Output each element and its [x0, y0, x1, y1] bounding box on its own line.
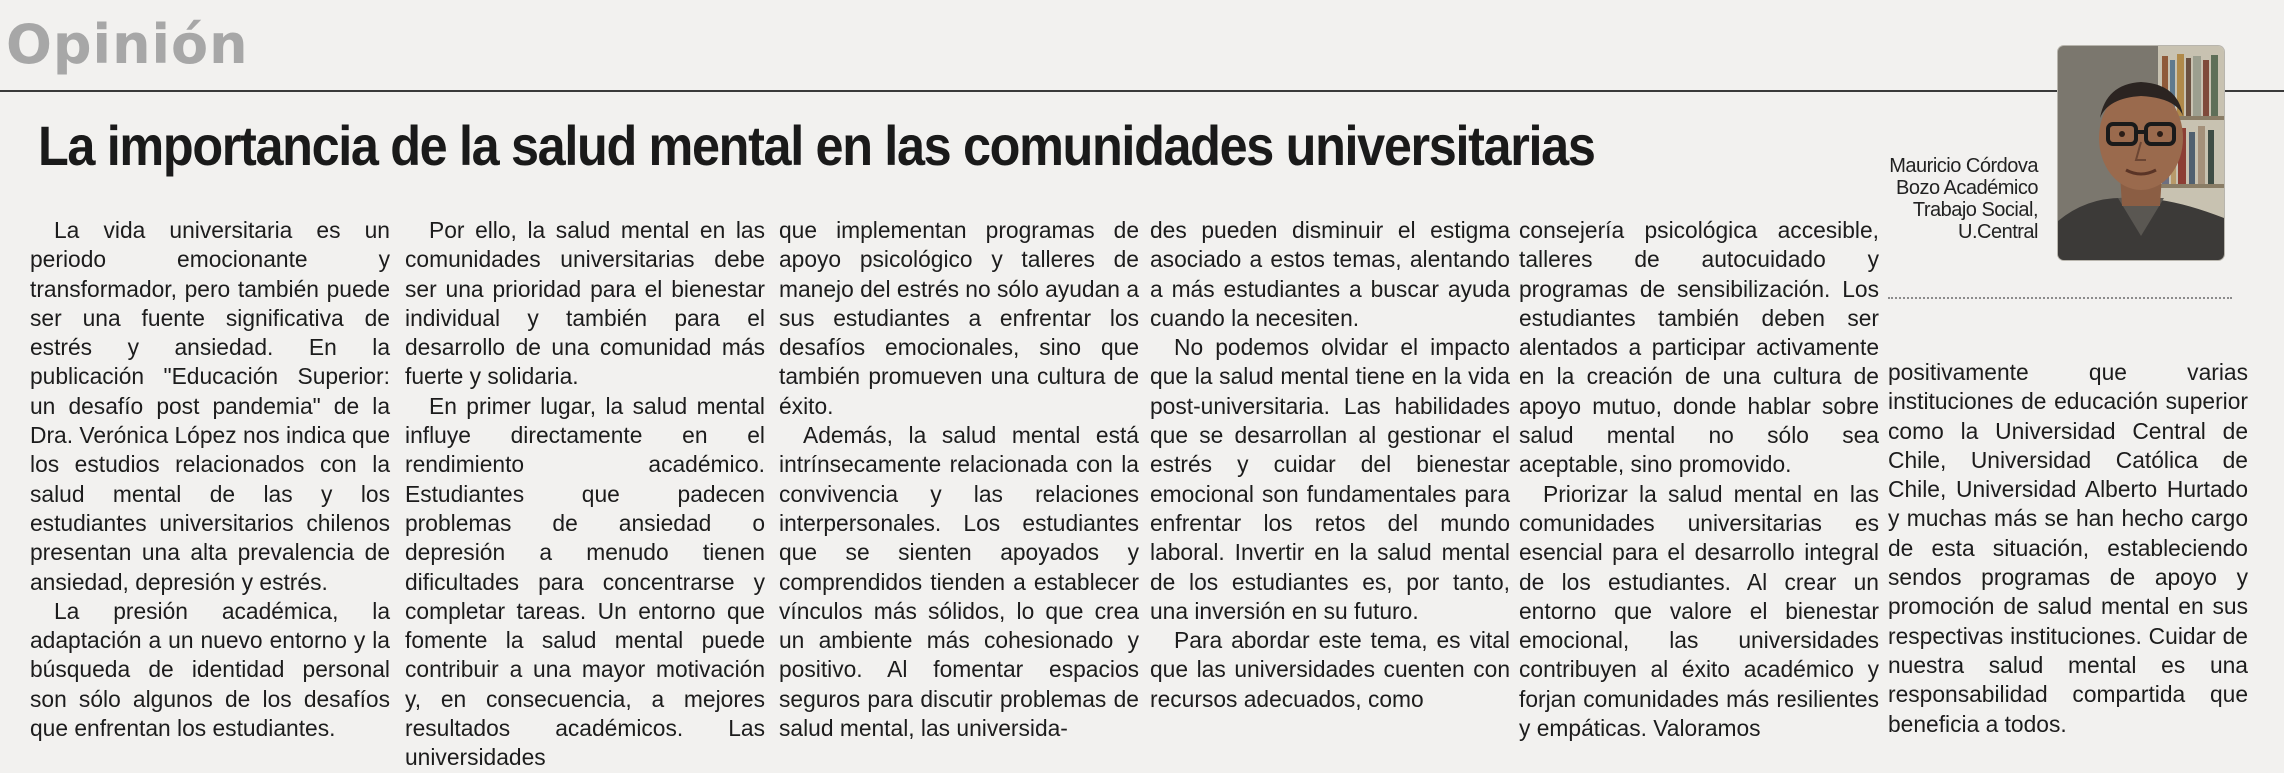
author-name-line: Mauricio Córdova — [1889, 155, 2038, 177]
paragraph: No podemos olvidar el impacto que la salud mental tiene en la vida post-universitaria. Las habilidades que se desarrollan al gestionar el estrés y cuidar del bienestar emocional son fundamentales para enfrentar los retos del mundo laboral. Invertir en la salud mental de los estudiantes es, por tanto, una inversión en su futuro. — [1150, 334, 1510, 624]
article-column-3 — [779, 216, 1139, 743]
paragraph-continued: des pueden disminuir el estigma asociado a estos temas, alentando a más estudiantes a buscar ayuda cuando la necesiten. — [1150, 217, 1510, 331]
paragraph: Además, la salud mental está intrínsecamente relacionada con la convivencia y las relaciones interpersonales. Los estudiantes que se sienten apoyados y comprendidos tienden a establecer vínculos más sólidos, lo que crea un ambiente más cohesionado y positivo. Al fomentar espacios seguros para discutir problemas de salud mental, las universida- — [779, 422, 1139, 742]
section-divider — [0, 90, 2284, 92]
article-column-4 — [1150, 216, 1510, 714]
paragraph-continued: que implementan programas de apoyo psicológico y talleres de manejo del estrés no sólo ayudan a sus estudiantes a enfrentar los desafíos emocionales, sino que también promueven una cultura de éxito. — [779, 217, 1139, 419]
article-column-5 — [1519, 216, 1879, 743]
paragraph: En primer lugar, la salud mental influye directamente en el rendimiento académico. Estudiantes que padecen problemas de ansiedad o depresión a menudo tienen dificultades para concentrarse y completar tareas. Un entorno que fomente la salud mental puede contribuir a una mayor motivación y, en consecuencia, a mejores resultados académicos. Las universidades — [405, 392, 765, 771]
paragraph-continued: positivamente que varias instituciones de educación superior como la Universidad Central de Chile, Universidad Católica de Chile, Universidad Alberto Hurtado y muchas más se han hecho cargo de esta situación, estableciendo sendos programas de apoyo y promoción de salud mental en sus respectivas instituciones. Cuidar de nuestra salud mental es una responsabilidad compartida que beneficia a todos. — [1888, 359, 2248, 737]
author-photo — [2058, 46, 2224, 260]
paragraph-continued: consejería psicológica accesible, talleres de autocuidado y programas de sensibilización. Los estudiantes también deben ser alentados a participar activamente en la creación de una cultura de apoyo mutuo, donde hablar sobre salud mental no sólo sea aceptable, sino promovido. — [1519, 217, 1879, 478]
author-portrait-illustration — [2058, 46, 2224, 260]
paragraph: La vida universitaria es un periodo emocionante y transformador, pero también puede ser una fuente significativa de estrés y ansiedad. En la publicación "Educación Superior: un desafío post pandemia" de la Dra. Verónica López nos indica que los estudios relacionados con la salud mental de las y los estudiantes universitarios chilenos presentan una alta prevalencia de ansiedad, depresión y estrés. — [30, 217, 390, 595]
article-headline: La importancia de la salud mental en las comunidades universitarias — [38, 114, 1595, 177]
article-column-6 — [1888, 358, 2248, 739]
author-byline — [1868, 155, 2038, 243]
paragraph: Para abordar este tema, es vital que las universidades cuenten con recursos adecuados, como — [1150, 627, 1510, 712]
byline-separator — [1888, 297, 2232, 299]
paragraph: Por ello, la salud mental en las comunidades universitarias debe ser una prioridad para el bienestar individual y también para el desarrollo de una comunidad más fuerte y solidaria. — [405, 217, 765, 390]
article-column-2 — [405, 216, 765, 773]
section-title: Opinión — [6, 13, 249, 76]
article-column-1 — [30, 216, 390, 743]
paragraph: Priorizar la salud mental en las comunidades universitarias es esencial para el desarrollo integral de los estudiantes. Al crear un entorno que valore el bienestar emocional, las universidades contribuyen al éxito académico y forjan comunidades más resilientes y empáticas. Valoramos — [1519, 480, 1879, 742]
author-department-line: Trabajo Social, — [1912, 199, 2038, 221]
author-institution-line: U.Central — [1958, 221, 2038, 243]
author-surname-line: Bozo Académico — [1896, 177, 2038, 199]
paragraph: La presión académica, la adaptación a un nuevo entorno y la búsqueda de identidad personal son sólo algunos de los desafíos que enfrentan los estudiantes. — [30, 597, 390, 742]
